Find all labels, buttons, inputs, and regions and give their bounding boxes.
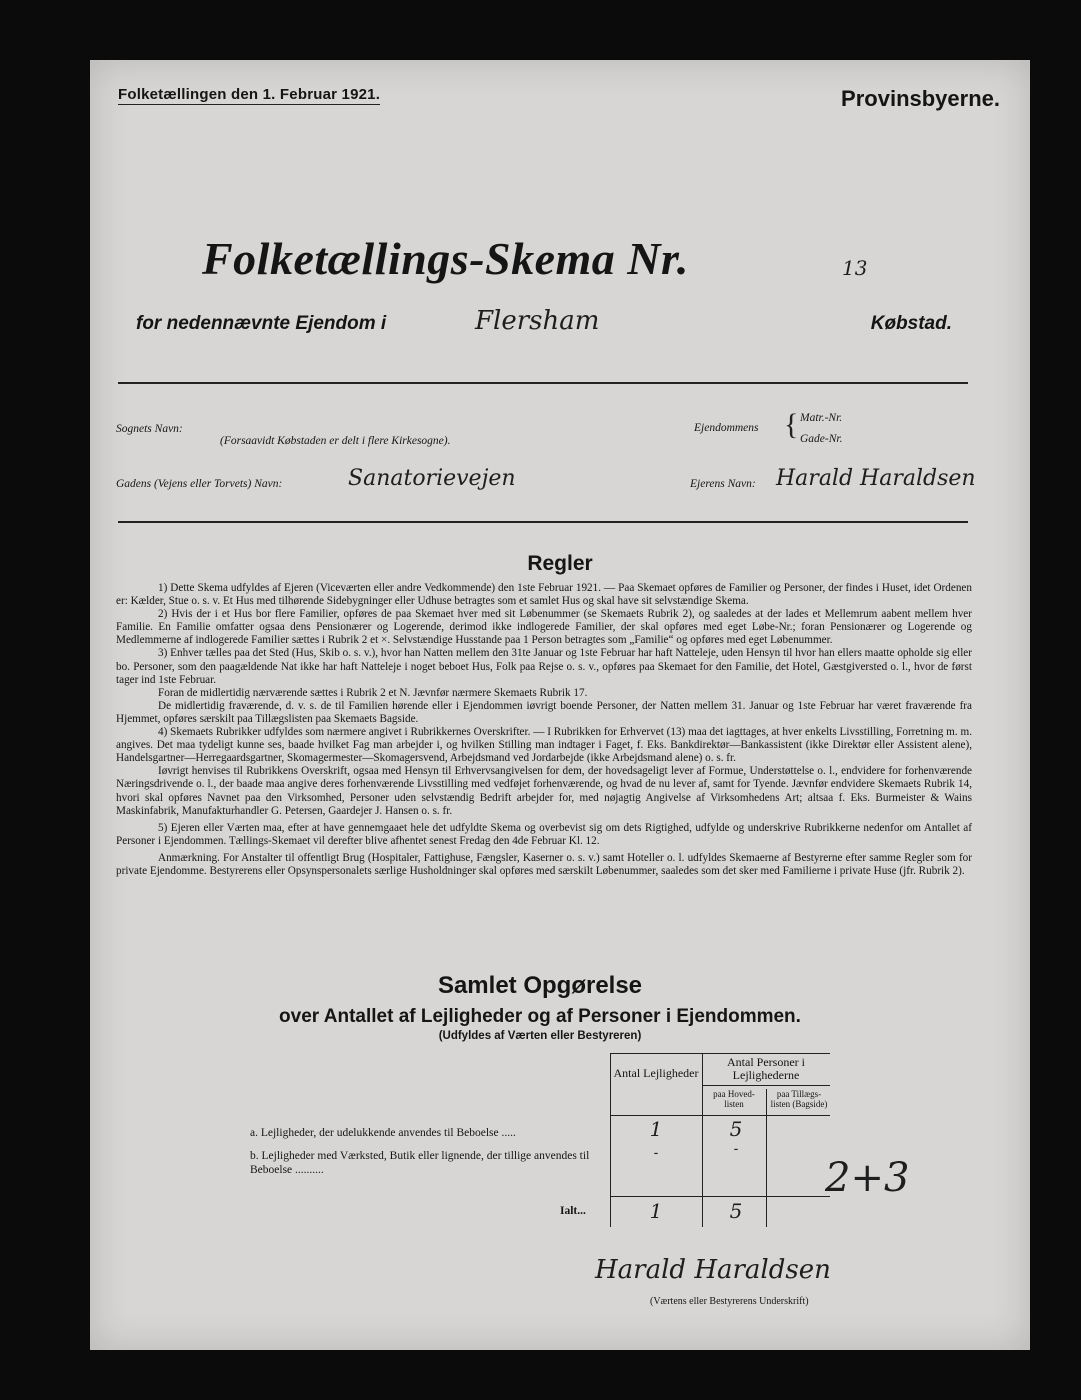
ejer-value: Harald Haraldsen <box>776 466 976 491</box>
ejendom-label: Ejendommens <box>694 422 759 434</box>
rule-paragraph: De midlertidig fraværende, d. v. s. de til Familien hørende eller i Ejendommen iøvrigt boende Personer, der Natten mellem 31. Januar og 1ste Februar har været fraværende fra Hjemmet, opføres særskilt paa Tillægslisten paa Skemaets Bagside. <box>116 699 972 725</box>
owner-signature: Harald Haraldsen <box>595 1255 831 1285</box>
summary-title: Samlet Opgørelse <box>437 972 643 999</box>
gade-nr-label: Gade-Nr. <box>800 433 843 445</box>
census-header: Folketællingen den 1. Februar 1921. <box>118 86 381 103</box>
row-b-lejligheder: - <box>653 1145 659 1161</box>
brace-icon: { <box>784 408 799 441</box>
rule-paragraph: Iøvrigt henvises til Rubrikkens Overskrift, ogsaa med Hensyn til Erhvervsangivelsen for dem, der hovedsageligt lever af Formue, Understøttelse o. l., endvidere for forhenværende Næringsdrivende o. l., der baade maa angive deres forhenværende Livsstilling med vedføjet forhenværende, og hvad de nu lever af, samt for Tyende. Jævnfør endvidere Skemaets Rubrik 14, hvori skal opføres Navnet paa den Virksomhed, Personer uden selvstændig Bedrift arbejder for, med nøjagtig Angivelse af Virksomhedens Art; altsaa f. Eks. Burmeister & Wains Maskinfabrik, Manufakturhandler G. Petersen, Gaardejer J. Hansen o. s. fr. <box>116 765 972 817</box>
gade-navn-label: Gadens (Vejens eller Torvets) Navn: <box>116 478 283 490</box>
gade-navn-value: Sanatorievejen <box>348 466 516 491</box>
rules-text <box>116 582 972 878</box>
total-rule <box>610 1196 830 1197</box>
census-form-page <box>90 60 1030 1350</box>
sogn-note: (Forsaavidt Købstaden er delt i flere Kirkesogne). <box>220 435 451 447</box>
rule-note: Anmærkning. For Anstalter til offentligt Brug (Hospitaler, Fattighuse, Fængsler, Kaserner o. s. v.) samt Hoteller o. l. udfyldes Skemaerne af Bestyrerne efter samme Regler som for private Ejendomme. Bestyrerens eller Opsynspersonalets særlige Husholdninger skal opføres med særskilt Løbenummer, saaledes som det sker med Familierne i private Huse (jfr. Rubrik 2). <box>116 851 972 877</box>
row-a-lejligheder: 1 <box>649 1117 663 1141</box>
header-rule <box>702 1085 830 1086</box>
header-bottom-rule <box>610 1115 830 1116</box>
divider-bottom <box>118 521 968 523</box>
rule-paragraph: 4) Skemaets Rubrikker udfyldes som nærmere angivet i Rubrikkernes Overskrifter. — I Rubrikken for Erhvervet (13) maa det iagttages, at hver enkelts Livsstilling, Forretning m. m. angives. Det maa tydeligt kunne ses, baade hvilket Fag man arbejder i, og hvilken Stilling man indtager i Faget, f. Eks. Bankdirektør—Bankassistent (ikke Direktør eller Assistent alene), Handelsgartner—Herregaardsgartner, Skomagermester—Skomagersvend, Arbejdsmand ved Jordarbejde (ikke Arbejdsmand alene) o. s. fr. <box>116 726 972 765</box>
summary-table <box>250 1053 830 1227</box>
form-number: 13 <box>842 256 868 280</box>
summary-subtitle: over Antallet af Lejligheder og af Personer i Ejendommen. <box>279 1006 801 1027</box>
town-name: Flersham <box>475 306 600 336</box>
table-top-rule <box>702 1053 830 1054</box>
row-a-label: a. Lejligheder, der udelukkende anvendes til Beboelse ..... <box>250 1127 516 1139</box>
header-tillaeg: paa Tillægs-listen (Bagside) <box>770 1089 828 1109</box>
margin-note: 2+3 <box>825 1155 910 1201</box>
matr-label: Matr.-Nr. <box>800 412 843 424</box>
header-personer: Antal Personer i Lejlighederne <box>727 1055 805 1082</box>
rule-paragraph: 5) Ejeren eller Værten maa, efter at have gennemgaaet hele det udfyldte Skema og overbevist sig om dets Rigtighed, udfylde og underskrive Rubrikkerne nedenfor om Antallet af Personer i Ejendommen. Tællings-Skemaet vil derefter blive afhentet senest Fredag den 4de Februar Kl. 12. <box>116 821 972 847</box>
table-top-rule <box>610 1053 702 1054</box>
rule-paragraph: Foran de midlertidig nærværende sættes i Rubrik 2 et N. Jævnfør nærmere Skemaets Rubrik 17. <box>158 686 588 699</box>
for-property-label: for nedennævnte Ejendom i <box>136 313 387 334</box>
rule-paragraph: 2) Hvis der i et Hus bor flere Familier, opføres de paa Skemaet hver med sit Løbenummer (se Skemaets Rubrik 2), og saaledes at der lades et Mellemrum aabent mellem hver Familie. En Familie omfatter ogsaa dens Pensionærer og Logerende, derimod ikke indlogerede Familier, der skal opføres med eget Løbe-Nr.; foran Pensionærer og Logerende og Medlemmerne af indlogerede Familier sættes i Rubrik 2 et ×. Selvstændige Husstande paa 1 Person betragtes som „Familie“ og opføres med eget Løbenummer. <box>116 608 972 647</box>
divider-top <box>118 382 968 384</box>
row-b-label: b. Lejligheder med Værksted, Butik eller lignende, der tillige anvendes til Beboelse .......... <box>250 1150 590 1176</box>
regler-heading: Regler <box>527 552 593 575</box>
region-label: Provinsbyerne. <box>841 86 1000 111</box>
total-lejligheder: 1 <box>649 1199 663 1223</box>
header-hovedlisten: paa Hoved-listen <box>713 1089 755 1109</box>
signature-caption: (Værtens eller Bestyrerens Underskrift) <box>650 1296 809 1307</box>
summary-heading <box>0 972 1080 1042</box>
rule-paragraph: 1) Dette Skema udfyldes af Ejeren (Viceværten eller andre Vedkommende) den 1ste Februar 1921. — Paa Skemaet opføres de Familier og Personer, der findes i Huset, idet Ordenen er: Kælder, Stue o. s. v. Et Hus med tilhørende Sidebygninger eller Udhuse betragtes som et samlet Hus og skal have sit selvstændige Skema. <box>116 582 972 608</box>
kobstad-label: Købstad. <box>870 313 952 334</box>
header-lejligheder: Antal Lejligheder <box>613 1066 699 1080</box>
col-divider <box>766 1089 767 1227</box>
summary-note: (Udfyldes af Værten eller Bestyreren) <box>438 1030 642 1042</box>
total-hovedlisten: 5 <box>729 1199 743 1223</box>
row-a-hovedlisten: 5 <box>729 1117 743 1141</box>
sogn-label: Sognets Navn: <box>116 423 183 435</box>
row-b-hovedlisten: - <box>733 1141 739 1157</box>
form-title: Folketællings-Skema Nr. <box>202 233 689 284</box>
col-divider <box>702 1053 703 1227</box>
col-divider <box>610 1053 611 1227</box>
ejer-label: Ejerens Navn: <box>690 478 756 490</box>
row-total-label: Ialt... <box>560 1205 586 1217</box>
rule-paragraph: 3) Enhver tælles paa det Sted (Hus, Skib o. s. v.), hvor han Natten mellem den 31te Januar og 1ste Februar har haft Natteleje, uden Hensyn til hvor han ellers maatte opholde sig eller bo. Personer, som den paagældende Nat ikke har haft Natteleje i noget beboet Hus, Folk paa Rejse o. s. v., opføres paa Skemaet for den Familie, det Hotel, Gæstgiversted o. l., hvor de først tager ind 1ste Februar. <box>116 647 972 686</box>
